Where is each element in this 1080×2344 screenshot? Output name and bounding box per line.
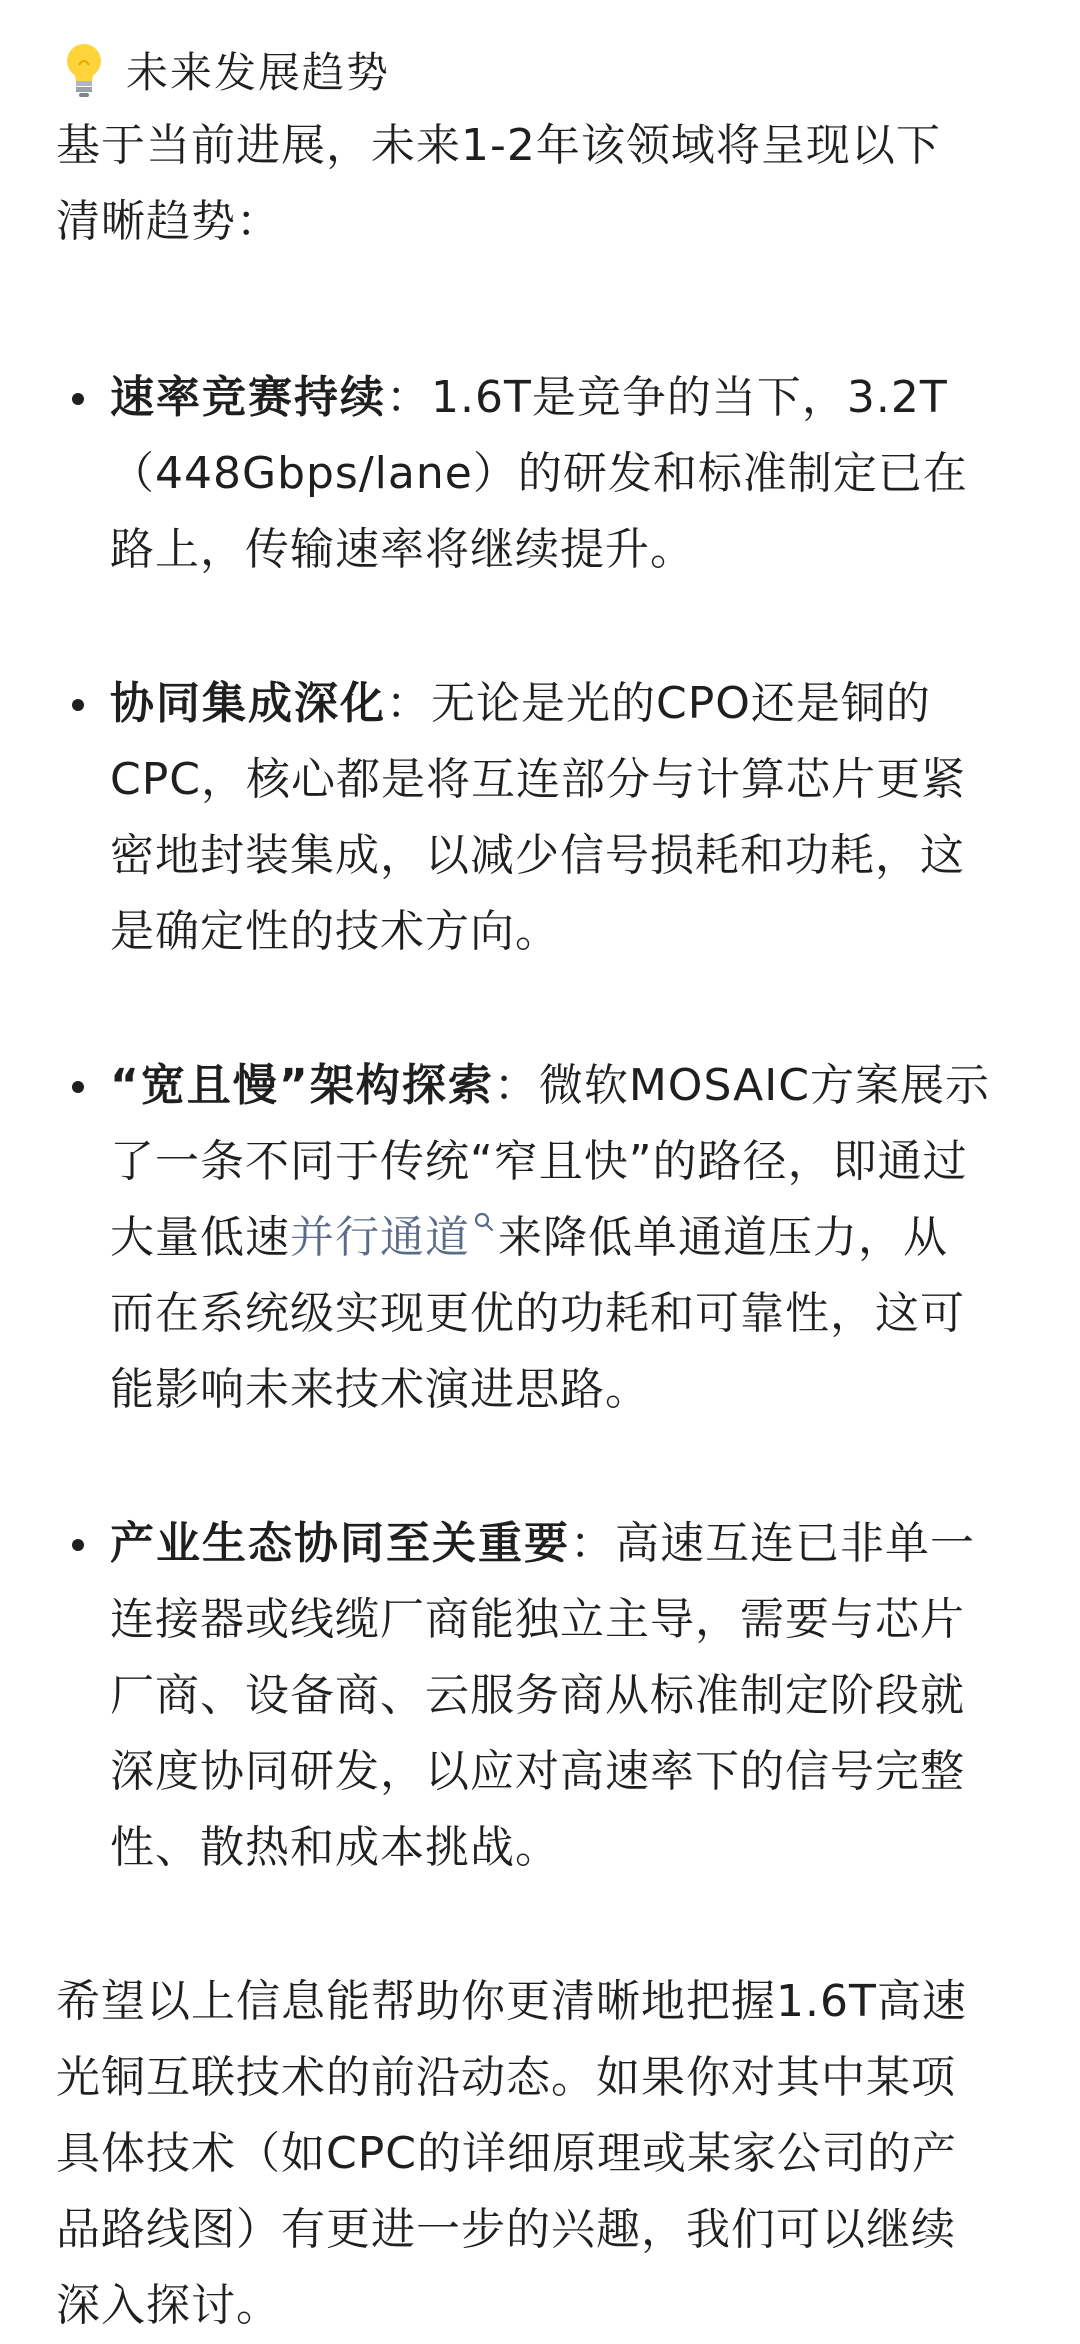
list-item-line: （448Gbps/lane）的研发和标准制定已在 xyxy=(110,448,968,499)
closing-line: 具体技术（如CPC的详细原理或某家公司的产 xyxy=(56,2128,957,2179)
list-item xyxy=(56,360,1024,588)
list-item-line: 产业生态协同至关重要：高速互连已非单一 xyxy=(110,1518,975,1569)
list-item-line: 是确定性的技术方向。 xyxy=(110,906,560,957)
intro-line-2: 清晰趋势： xyxy=(56,196,281,247)
closing-line: 品路线图）有更进一步的兴趣，我们可以继续 xyxy=(56,2204,956,2255)
search-link[interactable]: 并行通道 xyxy=(290,1212,470,1263)
bullet-dot xyxy=(72,1081,84,1093)
section-title: 未来发展趋势 xyxy=(126,48,391,97)
list-item xyxy=(56,666,1024,970)
bullet-dot xyxy=(72,393,84,405)
closing-line: 光铜互联技术的前沿动态。如果你对其中某项 xyxy=(56,2052,956,2103)
list-item-line: 能影响未来技术演进思路。 xyxy=(110,1364,650,1415)
bullet-title: 协同集成深化 xyxy=(110,678,386,729)
list-item-line: 性、散热和成本挑战。 xyxy=(110,1822,560,1873)
closing-line: 深入探讨。 xyxy=(56,2280,281,2331)
list-item-line: 路上，传输速率将继续提升。 xyxy=(110,524,695,575)
intro-line-1: 基于当前进展，未来1-2年该领域将呈现以下 xyxy=(56,120,941,171)
list-item-line: 厂商、设备商、云服务商从标准制定阶段就 xyxy=(110,1670,965,1721)
bullet-dot xyxy=(72,1539,84,1551)
list-item-line: CPC，核心都是将互连部分与计算芯片更紧 xyxy=(110,754,966,805)
bullet-title: 速率竞赛持续 xyxy=(110,372,386,423)
list-item-line: 而在系统级实现更优的功耗和可靠性，这可 xyxy=(110,1288,965,1339)
closing-line: 希望以上信息能帮助你更清晰地把握1.6T高速 xyxy=(56,1976,967,2027)
closing-paragraph xyxy=(56,1964,1024,2344)
bullet-dot xyxy=(72,699,84,711)
list-item-line: 大量低速并行通道 来降低单通道压力，从 xyxy=(110,1212,948,1263)
list-item-line: 了一条不同于传统“窄且快”的路径，即通过 xyxy=(110,1136,968,1187)
bullet-title: 产业生态协同至关重要 xyxy=(110,1518,570,1569)
section-heading xyxy=(56,32,1024,108)
search-icon[interactable] xyxy=(472,1210,496,1234)
list-item xyxy=(56,1048,1024,1428)
list-item xyxy=(56,1506,1024,1886)
list-item-line: 连接器或线缆厂商能独立主导，需要与芯片 xyxy=(110,1594,965,1645)
list-item-line: 深度协同研发，以应对高速率下的信号完整 xyxy=(110,1746,965,1797)
lightbulb-icon xyxy=(62,41,106,99)
bullet-title: “宽且慢”架构探索 xyxy=(110,1060,494,1111)
list-item-line: “宽且慢”架构探索：微软MOSAIC方案展示 xyxy=(110,1060,990,1111)
list-item-line: 密地封装集成，以减少信号损耗和功耗，这 xyxy=(110,830,965,881)
list-item-line: 协同集成深化：无论是光的CPO还是铜的 xyxy=(110,678,931,729)
list-item-line: 速率竞赛持续：1.6T是竞争的当下，3.2T xyxy=(110,372,948,423)
